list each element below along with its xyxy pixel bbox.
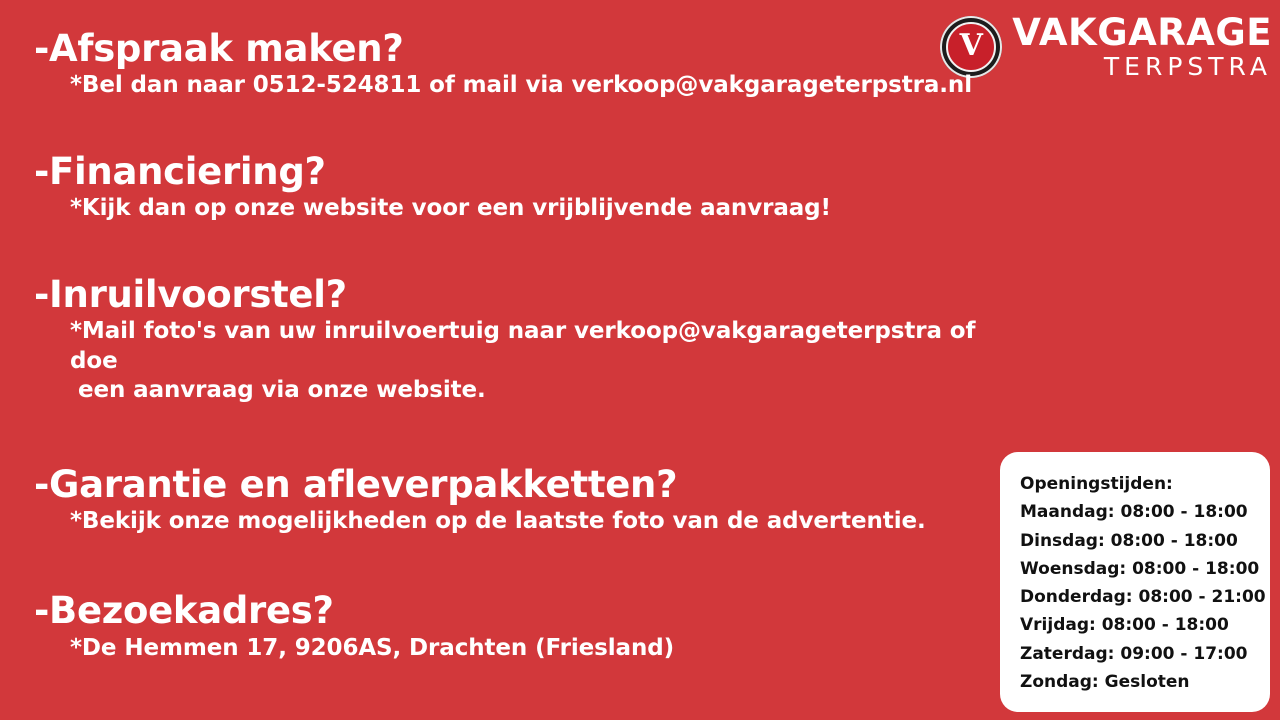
- faq-item-garantie: [34, 464, 1024, 537]
- faq-answer-continued: een aanvraag via onze website.: [78, 377, 486, 404]
- faq-question: -Garantie en afleverpakketten?: [34, 462, 678, 506]
- spacer: [34, 552, 1024, 590]
- logo-wordmark: [1012, 11, 1272, 81]
- logo-brand-name: VAKGARAGE: [1012, 11, 1272, 54]
- opening-hours-row: Vrijdag: 08:00 - 18:00: [1020, 615, 1229, 636]
- spacer: [34, 240, 1024, 274]
- faq-answer: *Bel dan naar 0512-524811 of mail via verkoop@vakgarageterpstra.nl: [70, 72, 972, 99]
- faq-answer: *Bekijk onze mogelijkheden op de laatste foto van de advertentie.: [70, 507, 926, 534]
- opening-hours-row: Maandag: 08:00 - 18:00: [1020, 502, 1248, 523]
- opening-hours-row: Zondag: Gesloten: [1020, 671, 1190, 692]
- faq-list: [34, 28, 1024, 679]
- logo-brand-sub: TERPSTRA: [1103, 52, 1272, 81]
- faq-item-bezoekadres: [34, 590, 1024, 663]
- opening-hours-title: Openingstijden:: [1020, 474, 1173, 495]
- faq-question: -Afspraak maken?: [34, 27, 404, 70]
- faq-item-financiering: [34, 151, 1024, 224]
- faq-answer: *De Hemmen 17, 9206AS, Drachten (Friesland): [70, 634, 675, 661]
- spacer: [34, 422, 1024, 464]
- opening-hours-card: [1000, 452, 1270, 712]
- faq-question: -Bezoekadres?: [34, 589, 334, 633]
- spacer: [34, 117, 1024, 151]
- opening-hours-row: Woensdag: 08:00 - 18:00: [1020, 558, 1260, 579]
- logo-monogram-letter: V: [959, 27, 983, 63]
- faq-item-afspraak: [34, 28, 1024, 101]
- faq-answer: *Kijk dan op onze website voor een vrijblijvende aanvraag!: [70, 195, 831, 222]
- opening-hours-row: Zaterdag: 09:00 - 17:00: [1020, 643, 1248, 664]
- faq-question: -Financiering?: [34, 149, 326, 193]
- opening-hours-row: Donderdag: 08:00 - 21:00: [1020, 587, 1266, 608]
- faq-answer: *Mail foto's van uw inruilvoertuig naar verkoop@vakgarageterpstra of doe: [70, 318, 976, 374]
- opening-hours-row: Dinsdag: 08:00 - 18:00: [1020, 530, 1238, 551]
- faq-item-inruilvoorstel: [34, 274, 1024, 406]
- faq-question: -Inruilvoorstel?: [34, 272, 347, 316]
